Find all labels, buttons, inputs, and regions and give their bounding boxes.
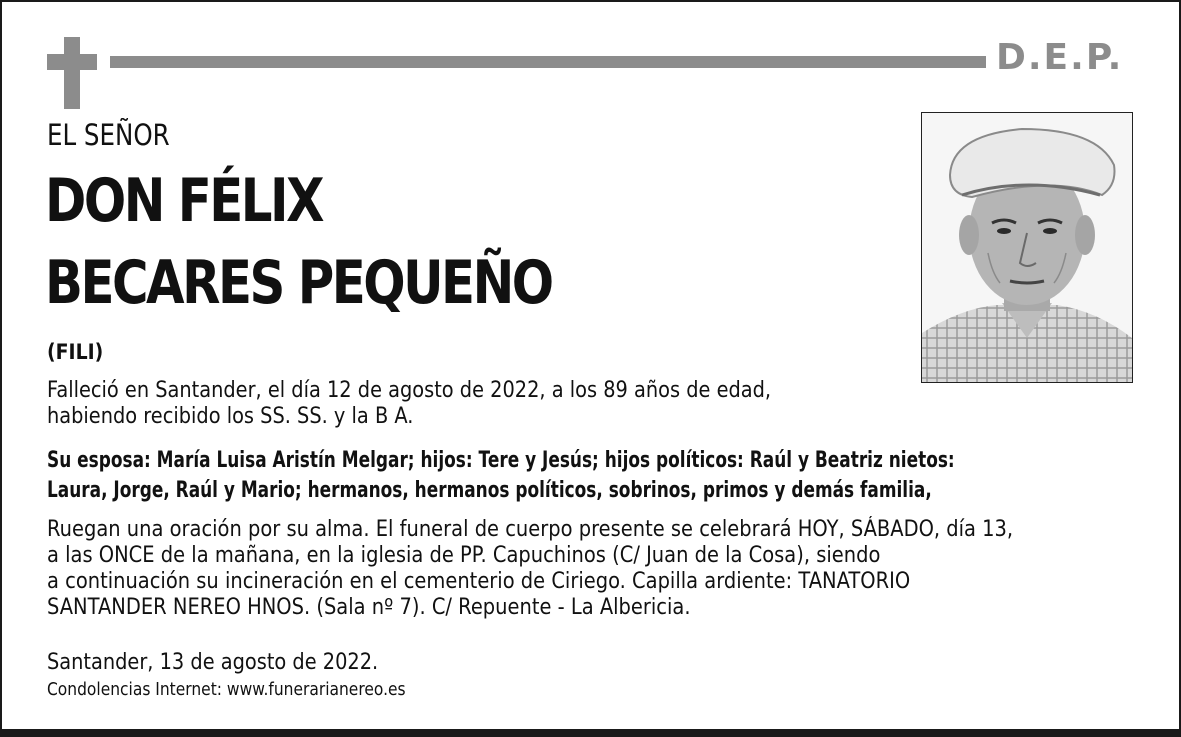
header-rule — [110, 56, 986, 68]
funeral-line: a continuación su incineración en el cementerio de Ciriego. Capilla ardiente: TANATORIO — [47, 569, 911, 594]
death-notice-line: Falleció en Santander, el día 12 de agosto de 2022, a los 89 años de edad, — [47, 378, 772, 403]
death-notice-line: habiendo recibido los SS. SS. y la B A. — [47, 404, 414, 429]
funeral-details — [47, 517, 1013, 621]
cross-icon — [64, 37, 80, 109]
portrait-image — [922, 113, 1132, 382]
death-notice — [47, 378, 771, 430]
deceased-name-line-2: BECARES PEQUEÑO — [45, 248, 552, 318]
dep-label: D.E.P. — [996, 37, 1124, 78]
title-prefix: EL SEÑOR — [47, 118, 170, 152]
funeral-line: Ruegan una oración por su alma. El funeral de cuerpo presente se celebrará HOY, SÁBADO, día 13, — [47, 517, 1014, 542]
family-list — [47, 446, 955, 506]
condolences-link[interactable]: Condolencias Internet: www.funerarianereo.es — [47, 679, 406, 700]
funeral-line: a las ONCE de la mañana, en la iglesia de PP. Capuchinos (C/ Juan de la Cosa), siendo — [47, 543, 881, 568]
deceased-name-line-1: DON FÉLIX — [45, 166, 322, 236]
cross-icon-bar — [47, 54, 97, 70]
nickname: (FILI) — [47, 340, 104, 364]
portrait-photo — [921, 112, 1133, 383]
family-line: Su esposa: María Luisa Aristín Melgar; hijos: Tere y Jesús; hijos políticos: Raúl y Beatriz nietos: — [47, 448, 955, 473]
family-line: Laura, Jorge, Raúl y Mario; hermanos, hermanos políticos, sobrinos, primos y demás familia, — [47, 478, 932, 503]
place-date: Santander, 13 de agosto de 2022. — [47, 650, 379, 675]
funeral-line: SANTANDER NEREO HNOS. (Sala nº 7). C/ Repuente - La Albericia. — [47, 595, 691, 620]
